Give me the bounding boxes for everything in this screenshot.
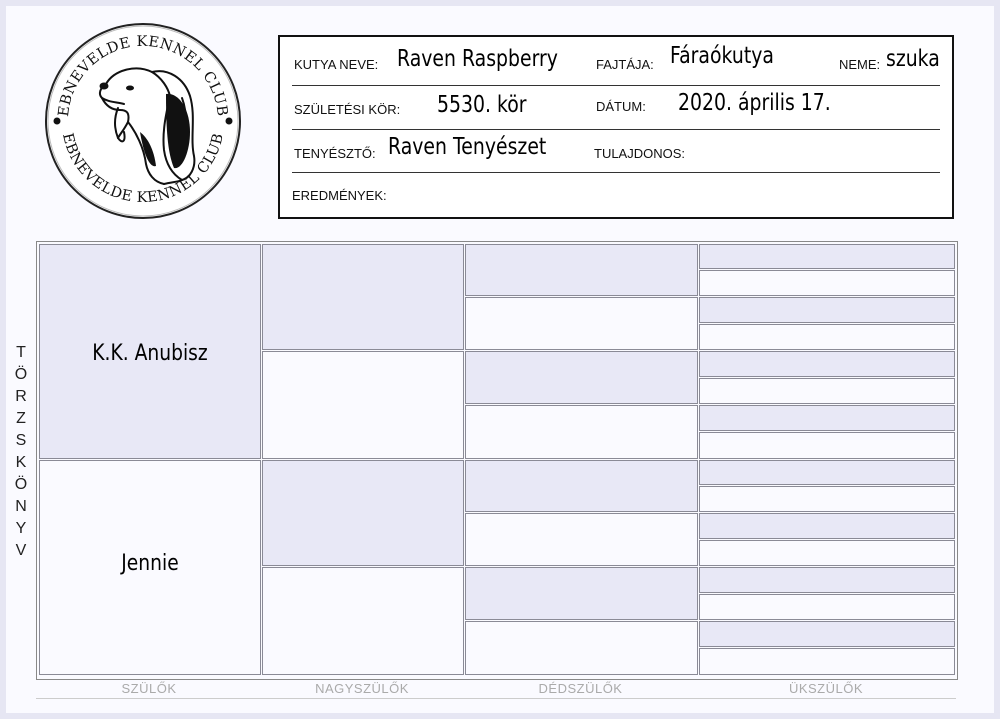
great-grandparent-cell	[465, 351, 698, 404]
title-letter: R	[15, 388, 27, 405]
dog-name-value: Raven Raspberry	[397, 46, 558, 72]
great-great-grandparent-cell	[699, 486, 955, 512]
great-great-grandparent-cell	[699, 324, 955, 350]
title-letter: N	[15, 498, 27, 515]
parent-sire-name: K.K. Anubisz	[92, 341, 208, 366]
great-grandparent-cell	[465, 513, 698, 566]
column-label-parents: SZÜLŐK	[121, 681, 177, 696]
great-grandparent-cell	[465, 297, 698, 350]
grandparent-cell	[262, 351, 464, 459]
great-grandparent-cell	[465, 244, 698, 296]
date-value: 2020. április 17.	[678, 90, 831, 116]
title-letter: K	[15, 454, 27, 471]
parent-dam-name: Jennie	[121, 551, 179, 576]
great-great-grandparent-cell	[699, 270, 955, 296]
parent-sire-cell	[39, 244, 261, 459]
great-great-grandparent-cell	[699, 648, 955, 675]
title-letter: Z	[16, 410, 26, 427]
great-great-grandparent-cell	[699, 621, 955, 647]
great-great-grandparent-cell	[699, 567, 955, 593]
logo-text-bottom: EBNEVELDE KENNEL CLUB	[59, 131, 227, 207]
birth-round-value: 5530. kör	[437, 92, 527, 118]
kennel-club-logo	[44, 22, 242, 220]
bottom-divider	[36, 698, 956, 699]
dog-info-box	[278, 35, 954, 219]
great-great-grandparent-cell	[699, 540, 955, 566]
results-label: EREDMÉNYEK:	[292, 188, 387, 203]
dog-name-label: KUTYA NEVE:	[294, 57, 379, 72]
date-label: DÁTUM:	[596, 99, 646, 114]
title-letter: T	[16, 344, 26, 361]
great-grandparent-cell	[465, 567, 698, 620]
great-great-grandparent-cell	[699, 432, 955, 459]
grandparent-cell	[262, 567, 464, 675]
great-great-grandparent-cell	[699, 244, 955, 269]
owner-label: TULAJDONOS:	[594, 146, 686, 161]
logo-text-top: EBNEVELDE KENNEL CLUB	[55, 33, 231, 118]
pedigree-vertical-title	[12, 342, 30, 562]
sex-value: szuka	[886, 46, 940, 72]
breed-value: Fáraókutya	[670, 43, 774, 69]
great-great-grandparent-cell	[699, 378, 955, 404]
great-grandparent-cell	[465, 621, 698, 675]
grandparent-cell	[262, 244, 464, 350]
column-label-great-great-grandparents: ÜKSZÜLŐK	[788, 681, 864, 696]
breeder-value: Raven Tenyészet	[388, 134, 547, 160]
title-letter: Ö	[14, 366, 28, 383]
title-letter: S	[15, 432, 27, 449]
sex-label: NEME:	[839, 57, 881, 72]
great-great-grandparent-cell	[699, 594, 955, 620]
great-great-grandparent-cell	[699, 351, 955, 377]
pedigree-grid	[36, 241, 958, 680]
breeder-label: TENYÉSZTŐ:	[294, 146, 376, 161]
great-grandparent-cell	[465, 405, 698, 459]
title-letter: Ö	[14, 476, 28, 493]
birth-round-label: SZÜLETÉSI KÖR:	[294, 102, 401, 117]
column-label-grandparents: NAGYSZÜLŐK	[315, 681, 409, 696]
great-great-grandparent-cell	[699, 405, 955, 431]
title-letter: V	[15, 542, 27, 559]
great-grandparent-cell	[465, 460, 698, 512]
title-letter: Y	[15, 520, 27, 537]
great-great-grandparent-cell	[699, 297, 955, 323]
great-great-grandparent-cell	[699, 513, 955, 539]
grandparent-cell	[262, 460, 464, 566]
great-great-grandparent-cell	[699, 460, 955, 485]
breed-label: FAJTÁJA:	[596, 57, 654, 72]
column-label-great-grandparents: DÉDSZÜLŐK	[538, 681, 623, 696]
parent-dam-cell	[39, 460, 261, 675]
